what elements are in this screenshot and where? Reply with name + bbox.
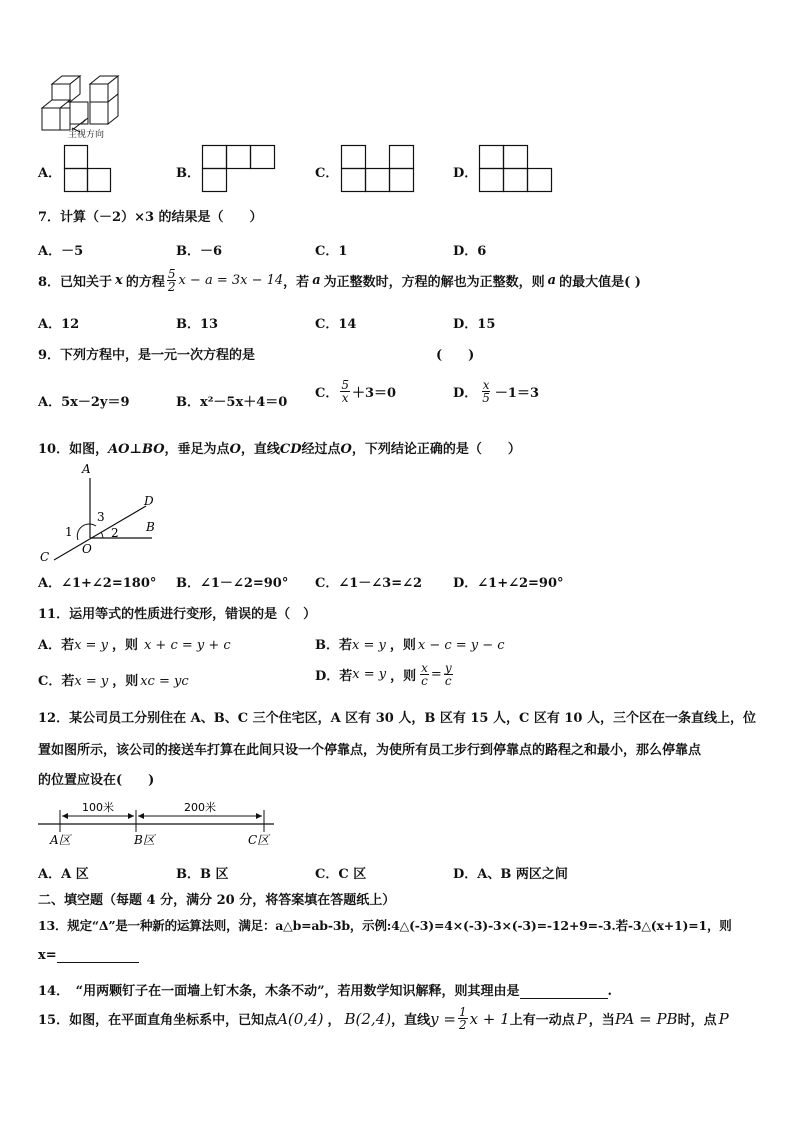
q9-option-a[interactable]: A．5x－2y＝9 bbox=[38, 395, 130, 410]
q15-text bbox=[38, 1006, 729, 1031]
q14-text bbox=[38, 980, 612, 999]
q10-label-2: 2 bbox=[111, 526, 119, 540]
q10-stem-mid3: 经过点 bbox=[301, 442, 341, 457]
q11-option-a-mid: ，则 bbox=[111, 638, 138, 653]
q11-option-a-result: x + c = y + c bbox=[143, 638, 231, 653]
q15-slope-den: 2 bbox=[458, 1018, 467, 1032]
q6-option-c[interactable]: C． bbox=[315, 166, 339, 181]
q10-label-d: D bbox=[144, 494, 154, 508]
q10-point-o-2: O bbox=[340, 442, 352, 457]
q11-option-b[interactable] bbox=[315, 634, 505, 653]
q10-relation: AO⊥BO bbox=[108, 442, 165, 457]
q7-option-c[interactable]: C．1 bbox=[315, 244, 348, 259]
q6-option-a-view bbox=[64, 145, 114, 193]
q15-mid: ，直线 bbox=[391, 1013, 431, 1028]
q11-option-a-label: A．若 bbox=[38, 638, 75, 653]
q11-option-b-label: B．若 bbox=[315, 638, 352, 653]
q9-option-d-label: D． bbox=[453, 386, 478, 401]
q9-answer-paren: ( ) bbox=[436, 348, 475, 363]
q12-option-c[interactable]: C．C 区 bbox=[315, 867, 367, 882]
q15-post2: ，当 bbox=[588, 1013, 615, 1028]
q10-stem bbox=[38, 438, 521, 457]
q11-option-b-mid: ，则 bbox=[389, 638, 416, 653]
q11-option-b-cond: x = y bbox=[352, 638, 386, 653]
q10-label-b: B bbox=[146, 520, 155, 534]
q8-stem bbox=[38, 268, 641, 293]
q8-var-a: a bbox=[312, 273, 321, 288]
q15-point-p: P bbox=[576, 1009, 587, 1028]
q6-option-b-view bbox=[202, 145, 278, 193]
q12-line-3: 的位置应设在( ) bbox=[38, 773, 155, 788]
q12-option-d[interactable]: D．A、B 两区之间 bbox=[453, 867, 568, 882]
q9-option-d-rest: －1＝3 bbox=[494, 386, 540, 401]
q13-answer-blank[interactable] bbox=[57, 949, 139, 963]
q8-option-a[interactable]: A．12 bbox=[38, 317, 80, 332]
q10-option-b[interactable]: B．∠1－∠2=90° bbox=[176, 576, 289, 591]
q10-stem-mid2: ，直线 bbox=[240, 442, 280, 457]
q9-option-c-rest: ＋3＝0 bbox=[352, 386, 397, 401]
q11-option-d-frac-right bbox=[444, 662, 453, 687]
q13-line-2 bbox=[38, 948, 139, 963]
q12-option-a[interactable]: A．A 区 bbox=[38, 867, 89, 882]
q9-option-d-fraction bbox=[481, 379, 491, 404]
q14-answer-blank[interactable] bbox=[520, 985, 608, 999]
q7-option-b[interactable]: B．－6 bbox=[176, 244, 223, 259]
q11-stem: 11．运用等式的性质进行变形，错误的是（ ） bbox=[38, 607, 317, 622]
q15-pre: 15．如图，在平面直角坐标系中，已知点 bbox=[38, 1013, 278, 1028]
q10-option-a[interactable]: A．∠1+∠2=180° bbox=[38, 576, 157, 591]
q15-point-p-2: P bbox=[718, 1009, 729, 1028]
q15-line-rhs: x + 1 bbox=[469, 1009, 510, 1028]
q7-option-d[interactable]: D．6 bbox=[453, 244, 487, 259]
q11-option-a[interactable] bbox=[38, 634, 231, 653]
q11-option-a-cond: x = y bbox=[74, 638, 108, 653]
q12-point-c: C区 bbox=[248, 833, 270, 847]
q12-point-a: A区 bbox=[50, 833, 71, 847]
q6-option-d[interactable]: D． bbox=[453, 166, 478, 181]
q11-option-d[interactable] bbox=[315, 662, 455, 687]
q6-option-c-view bbox=[341, 145, 417, 193]
q12-distance-ab: 100米 bbox=[82, 801, 114, 814]
q12-line-2: 置如图所示，该公司的接送车打算在此间只设一个停靠点，为使所有员工步行到停靠点的路程之和最小，那么停靠点 bbox=[38, 743, 702, 758]
q12-point-b: B区 bbox=[134, 833, 155, 847]
q13-x-label: x= bbox=[38, 948, 57, 963]
q12-option-b[interactable]: B．B 区 bbox=[176, 867, 229, 882]
q15-sep: ， bbox=[327, 1013, 341, 1028]
q8-stem-post-2: 为正整数时，方程的解也为正整数，则 bbox=[323, 275, 545, 290]
q8-stem-pre: 8．已知关于 bbox=[38, 275, 113, 290]
q11-option-c-mid: ，则 bbox=[112, 674, 139, 689]
q8-option-d[interactable]: D．15 bbox=[453, 317, 496, 332]
q11-option-c[interactable] bbox=[38, 670, 189, 689]
q7-option-a[interactable]: A．－5 bbox=[38, 244, 84, 259]
q15-point-b: B(2,4) bbox=[344, 1009, 392, 1028]
q14-stem: 14． “用两颗钉子在一面墙上钉木条，木条不动”，若用数学知识解释，则其理由是 bbox=[38, 984, 520, 999]
q11-option-d-n1: x bbox=[421, 661, 428, 675]
q11-option-d-cond: x = y bbox=[352, 667, 387, 682]
q15-slope bbox=[458, 1006, 468, 1031]
q9-option-c[interactable] bbox=[315, 379, 396, 404]
q15-point-a: A(0,4) bbox=[277, 1009, 324, 1028]
q15-post: 上有一动点 bbox=[509, 1013, 575, 1028]
q9-option-c-num: 5 bbox=[341, 378, 349, 392]
q12-distance-diagram bbox=[38, 796, 278, 852]
q6-option-b[interactable]: B． bbox=[176, 166, 200, 181]
q8-stem-mid: 的方程 bbox=[125, 275, 165, 290]
q11-option-d-frac-left bbox=[420, 662, 429, 687]
view-direction-label: 主视方向 bbox=[68, 130, 105, 140]
q9-option-c-label: C． bbox=[315, 386, 339, 401]
q10-label-a: A bbox=[82, 462, 91, 476]
q8-option-c[interactable]: C．14 bbox=[315, 317, 357, 332]
q9-stem: 9．下列方程中，是一元一次方程的是 bbox=[38, 348, 256, 363]
q10-label-1: 1 bbox=[65, 525, 73, 539]
q10-line-cd: CD bbox=[279, 442, 302, 457]
q11-option-d-label: D．若 bbox=[315, 669, 353, 684]
q15-line-lhs: y = bbox=[430, 1009, 456, 1028]
q10-point-o-1: O bbox=[229, 442, 241, 457]
q8-option-b[interactable]: B．13 bbox=[176, 317, 219, 332]
q12-distance-bc: 200米 bbox=[184, 801, 216, 814]
q10-angle-figure bbox=[36, 460, 166, 566]
q11-option-d-d2: c bbox=[444, 674, 452, 688]
q11-option-c-label: C．若 bbox=[38, 674, 75, 689]
q11-option-c-cond: x = y bbox=[74, 674, 109, 689]
q8-var-x: x bbox=[115, 273, 123, 288]
q10-label-3: 3 bbox=[97, 510, 105, 524]
q10-option-c[interactable]: C．∠1－∠3=∠2 bbox=[315, 576, 423, 591]
q8-stem-post-3: 的最大值是( ) bbox=[559, 275, 641, 290]
q11-option-d-equals: = bbox=[430, 667, 442, 682]
q8-var-a2: a bbox=[547, 273, 557, 288]
q14-end: . bbox=[607, 984, 613, 999]
q10-stem-mid: ，垂足为点 bbox=[164, 442, 230, 457]
q11-option-c-result: xc = yc bbox=[140, 674, 189, 689]
q8-fraction bbox=[167, 268, 177, 293]
q13-line-1: 13．规定“Δ”是一种新的运算法则，满足：a△b=ab-3b，示例:4△(-3)=4×(-3)-3×(-3)=-12+9=-3.若-3△(x+1)=1，则 bbox=[38, 918, 732, 933]
q7-stem: 7．计算（－2）×3 的结果是（ ） bbox=[38, 210, 263, 225]
q15-condition: PA = PB bbox=[614, 1009, 678, 1028]
q6-option-d-view bbox=[479, 145, 555, 193]
q15-slope-num: 1 bbox=[458, 1005, 467, 1019]
q9-option-b[interactable]: B．x²－5x＋4＝0 bbox=[176, 395, 288, 410]
q9-option-c-den: x bbox=[341, 391, 349, 405]
section-2-heading: 二、填空题（每题 4 分，满分 20 分，将答案填在答题纸上） bbox=[38, 893, 396, 908]
q11-option-d-mid: ，则 bbox=[390, 669, 417, 684]
q9-option-c-fraction bbox=[340, 379, 350, 404]
q8-equation: x − a = 3x − 14 bbox=[178, 273, 284, 288]
q12-line-1: 12．某公司员工分别住在 A、B、C 三个住宅区，A 区有 30 人，B 区有 15 人，C 区有 10 人，三个区在一条直线上，位 bbox=[38, 711, 756, 726]
q9-option-d-num: x bbox=[482, 378, 490, 392]
q10-label-c: C bbox=[40, 550, 50, 564]
q15-post3: 时，点 bbox=[677, 1013, 717, 1028]
q9-option-d[interactable] bbox=[453, 379, 539, 404]
q10-stem-pre: 10．如图， bbox=[38, 442, 109, 457]
q8-fraction-den: 2 bbox=[167, 280, 176, 294]
q10-option-d[interactable]: D．∠1+∠2=90° bbox=[453, 576, 564, 591]
q8-stem-post-1: ，若 bbox=[283, 275, 310, 290]
q6-option-a[interactable]: A． bbox=[38, 166, 62, 181]
q10-label-o: O bbox=[82, 542, 92, 556]
q8-fraction-num: 5 bbox=[167, 267, 176, 281]
q10-stem-post: ，下列结论正确的是（ ） bbox=[351, 442, 521, 457]
q9-option-d-den: 5 bbox=[482, 391, 490, 405]
q11-option-b-result: x − c = y − c bbox=[417, 638, 505, 653]
q11-option-d-n2: y bbox=[444, 661, 452, 675]
q11-option-d-d1: c bbox=[421, 674, 428, 688]
